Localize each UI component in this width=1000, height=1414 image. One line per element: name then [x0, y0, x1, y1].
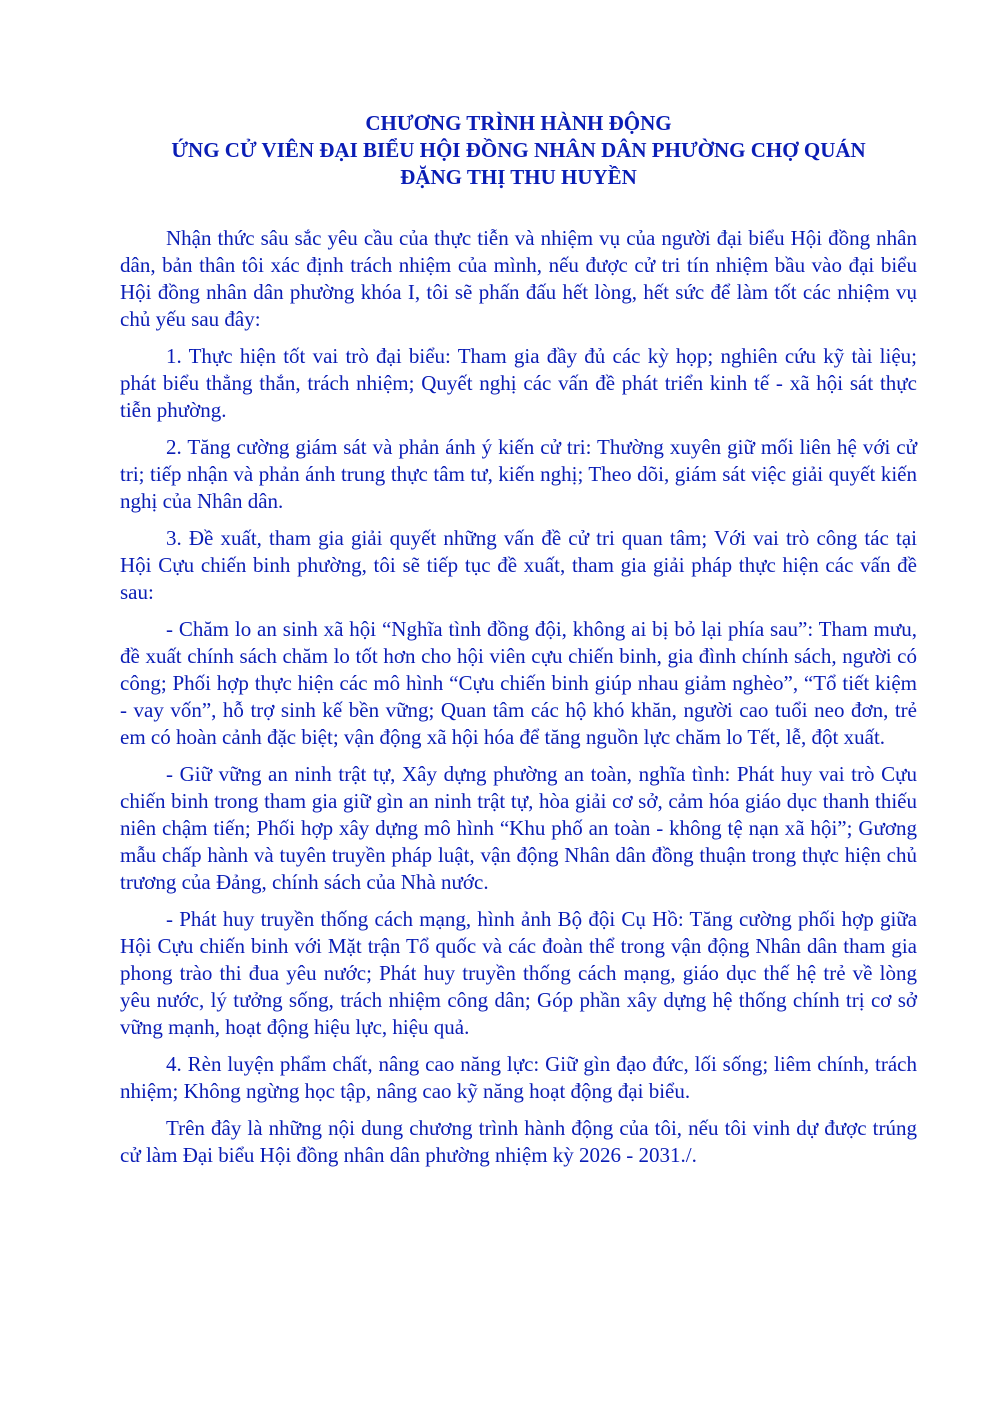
intro-paragraph: Nhận thức sâu sắc yêu cầu của thực tiễn và nhiệm vụ của người đại biểu Hội đồng nhân dân, bản thân tôi xác định trách nhiệm của mình, nếu được cử tri tín nhiệm bầu vào đại biểu Hội đồng nhân dân phường khóa I, tôi sẽ phấn đấu hết lòng, hết sức để làm tốt các nhiệm vụ chủ yếu sau đây:: [120, 226, 917, 331]
task-subitem-security-order: - Giữ vững an ninh trật tự, Xây dựng phường an toàn, nghĩa tình: Phát huy vai trò Cựu chiến binh trong tham gia giữ gìn an ninh trật tự, hòa giải cơ sở, cảm hóa giáo dục thanh thiếu niên chậm tiến; Phối hợp xây dựng mô hình “Khu phố an toàn - không tệ nạn xã hội”; Gương mẫu chấp hành và tuyên truyền pháp luật, vận động Nhân dân đồng thuận trong thực hiện chủ trương của Đảng, chính sách của Nhà nước.: [120, 762, 917, 894]
title-line-2: ỨNG CỬ VIÊN ĐẠI BIỂU HỘI ĐỒNG NHÂN DÂN PHƯỜNG CHỢ QUÁN: [171, 138, 866, 162]
closing-paragraph: Trên đây là những nội dung chương trình hành động của tôi, nếu tôi vinh dự được trúng cử làm Đại biểu Hội đồng nhân dân phường nhiệm kỳ 2026 - 2031./.: [120, 1116, 917, 1167]
task-subitem-revolutionary-tradition: - Phát huy truyền thống cách mạng, hình ảnh Bộ đội Cụ Hồ: Tăng cường phối hợp giữa Hội Cựu chiến binh với Mặt trận Tổ quốc và các đoàn thể trong vận động Nhân dân tham gia phong trào thi đua yêu nước; Phát huy truyền thống cách mạng, giáo dục thế hệ trẻ về lòng yêu nước, lý tưởng sống, trách nhiệm công dân; Góp phần xây dựng hệ thống chính trị cơ sở vững mạnh, hoạt động hiệu lực, hiệu quả.: [120, 907, 917, 1039]
document-page: [120, 110, 917, 1179]
task-item-4: 4. Rèn luyện phẩm chất, nâng cao năng lực: Giữ gìn đạo đức, lối sống; liêm chính, trách nhiệm; Không ngừng học tập, nâng cao kỹ năng hoạt động đại biểu.: [120, 1052, 917, 1103]
task-subitem-social-welfare: - Chăm lo an sinh xã hội “Nghĩa tình đồng đội, không ai bị bỏ lại phía sau”: Tham mưu, đề xuất chính sách chăm lo tốt hơn cho hội viên cựu chiến binh, gia đình chính sách, người có công; Phối hợp thực hiện các mô hình “Cựu chiến binh giúp nhau giảm nghèo”, “Tổ tiết kiệm - vay vốn”, hỗ trợ sinh kế bền vững; Quan tâm các hộ khó khăn, người cao tuổi neo đơn, trẻ em có hoàn cảnh đặc biệt; vận động xã hội hóa để tăng nguồn lực chăm lo Tết, lễ, đột xuất.: [120, 617, 917, 749]
title-line-1: CHƯƠNG TRÌNH HÀNH ĐỘNG: [365, 111, 672, 135]
document-title: [120, 110, 917, 191]
title-line-3-candidate-name: ĐẶNG THỊ THU HUYỀN: [400, 165, 637, 189]
task-item-1: 1. Thực hiện tốt vai trò đại biểu: Tham gia đầy đủ các kỳ họp; nghiên cứu kỹ tài liệu; phát biểu thẳng thắn, trách nhiệm; Quyết nghị các vấn đề phát triển kinh tế - xã hội sát thực tiễn phường.: [120, 344, 917, 422]
task-item-2: 2. Tăng cường giám sát và phản ánh ý kiến cử tri: Thường xuyên giữ mối liên hệ với cử tri; tiếp nhận và phản ánh trung thực tâm tư, kiến nghị; Theo dõi, giám sát việc giải quyết kiến nghị của Nhân dân.: [120, 435, 917, 513]
task-item-3: 3. Đề xuất, tham gia giải quyết những vấn đề cử tri quan tâm; Với vai trò công tác tại Hội Cựu chiến binh phường, tôi sẽ tiếp tục đề xuất, tham gia giải pháp thực hiện các vấn đề sau:: [120, 526, 917, 604]
